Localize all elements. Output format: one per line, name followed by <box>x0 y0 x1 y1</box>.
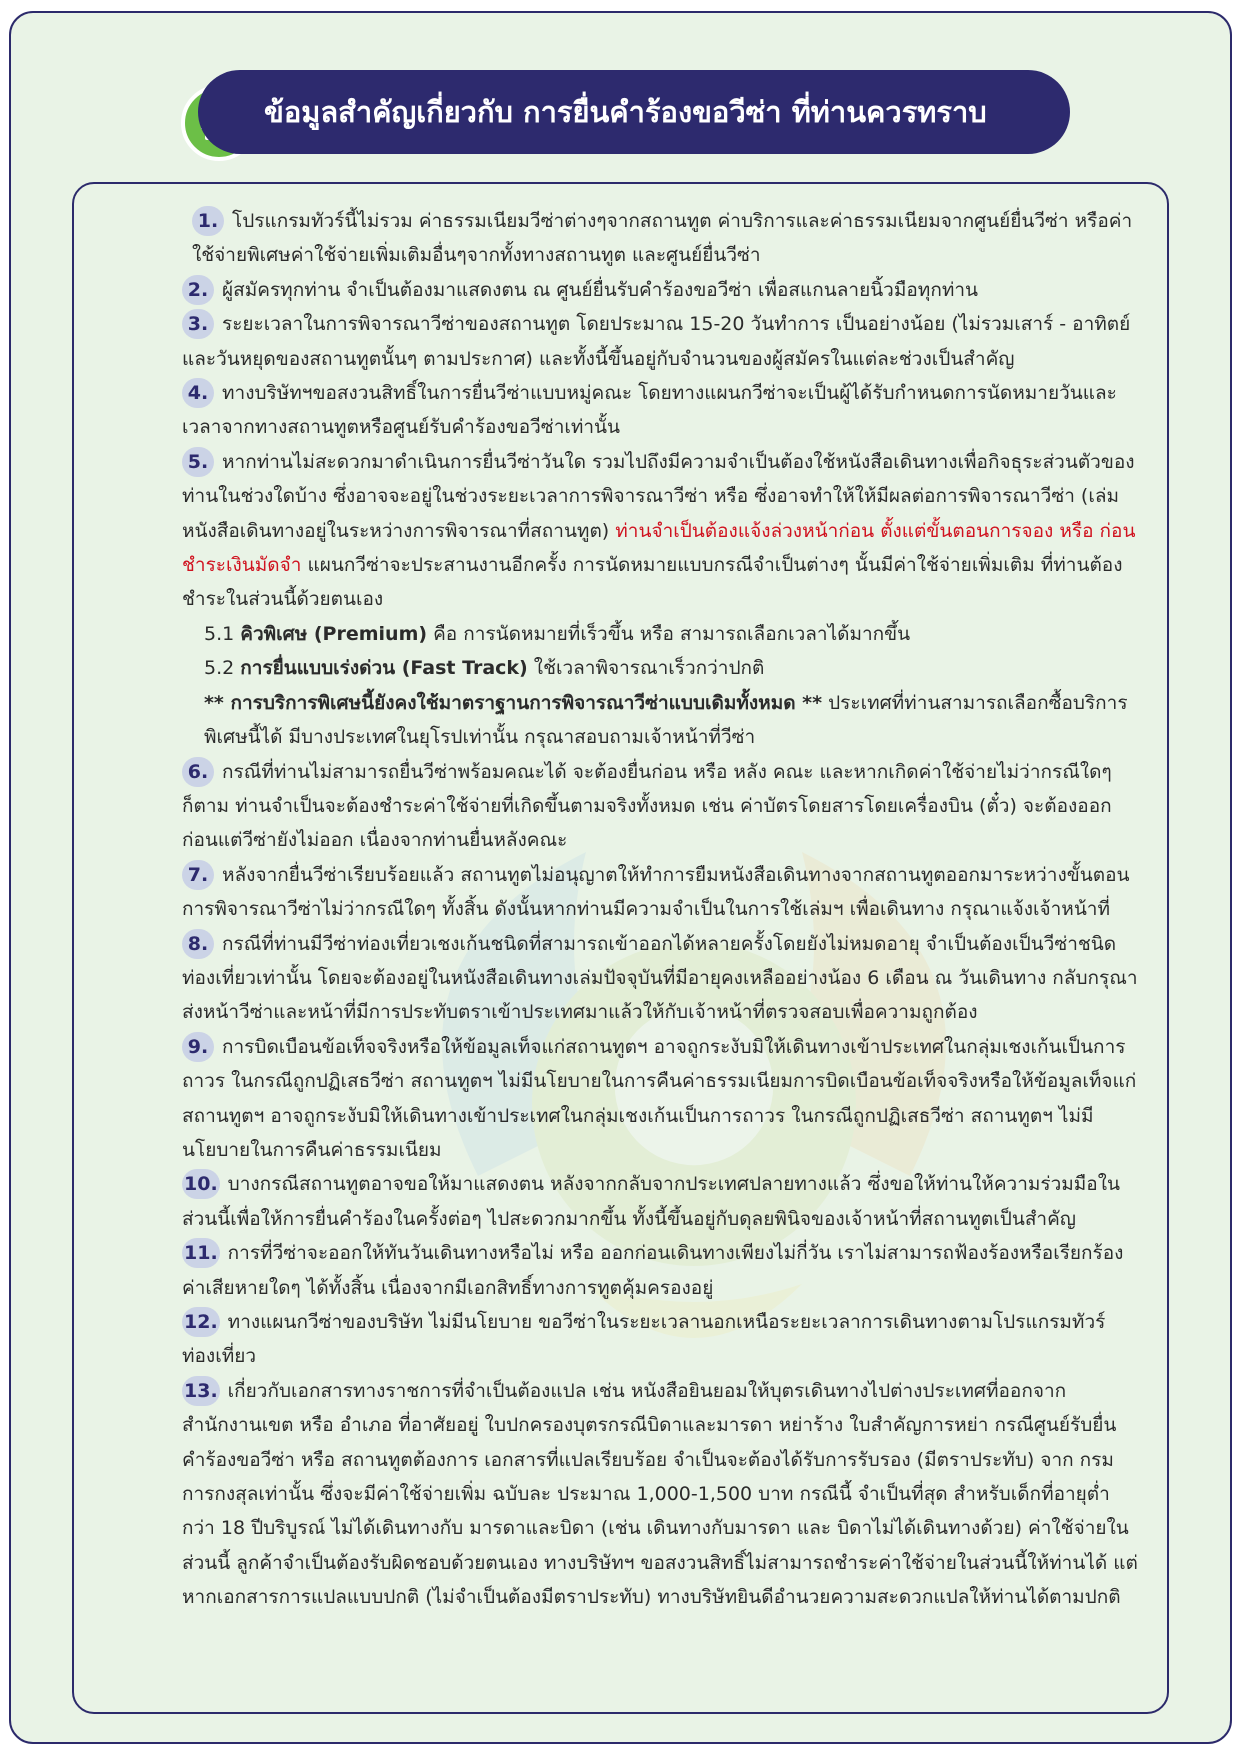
item-text: เกี่ยวกับเอกสารทางราชการที่จำเป็นต้องแปล เช่น หนังสือยินยอมให้บุตรเดินทางไปต่างประเทศที่ออกจากสำนักงานเขต หรือ อำเภอ ที่อาศัยอยู่ ใบปกครองบุตรกรณีบิดาและมารดา หย่าร้าง ใบสำคัญการหย่า กรณีศูนย์รับยื่นคำร้องขอวีซ่า หรือ สถานทูตต้องการ เอกสารที่แปลเรียบร้อย จำเป็นจะต้องได้รับการรับรอง (มีตราประทับ) จาก กรมการกงสุลเท่านั้น ซึ่งจะมีค่าใช้จ่ายเพิ่ม ฉบับละ ประมาณ 1,000-1,500 บาท กรณีนี้ จำเป็นที่สุด สำหรับเด็กที่อายุต่ำกว่า 18 ปีบริบูรณ์ ไม่ได้เดินทางกับ มารดาและบิดา (เช่น เดินทางกับมารดา และ บิดาไม่ได้เดินทางด้วย) ค่าใช้จ่ายในส่วนนี้ ลูกค้าจำเป็นต้องรับผิดชอบด้วยตนเอง ทางบริษัทฯ ขอสงวนสิทธิ์ไม่สามารถชำระค่าใช้จ่ายในส่วนนี้ให้ท่านได้ แต่หากเอกสารการแปลแบบปกติ (ไม่จำเป็นต้องมีตราประทับ) ทางบริษัทยินดีอำนวยความสะดวกแปลให้ท่านได้ตามปกติ <box>182 1379 1138 1609</box>
special-service-note <box>114 686 1139 755</box>
item-number: 9. <box>182 1032 214 1062</box>
list-item <box>114 273 1139 307</box>
note-text: ประเทศที่ท่านสามารถเลือกซื้อบริการพิเศษนี้ได้ มีบางประเทศในยุโรปเท่านั้น กรุณาสอบถามเจ้าหน้าที่วีซ่า <box>204 691 1128 749</box>
item-number: 3. <box>182 309 214 339</box>
list-item <box>114 755 1139 858</box>
sub-item-text: คือ การนัดหมายที่เร็วขึ้น หรือ สามารถเลือกเวลาได้มากขึ้น <box>427 622 911 645</box>
list-item <box>114 204 1139 273</box>
sub-item-title: คิวพิเศษ (Premium) <box>240 622 428 645</box>
list-item <box>114 1167 1139 1236</box>
item-text: ทางแผนกวีซ่าของบริษัท ไม่มีนโยบาย ขอวีซ่าในระยะเวลานอกเหนือระยะเวลาการเดินทางตามโปรแกรมทัวร์ ท่องเที่ยว <box>182 1311 1106 1368</box>
sub-item-number: 5.1 <box>204 622 235 645</box>
list-item <box>114 376 1139 445</box>
sub-item-title: การยื่นแบบเร่งด่วน (Fast Track) <box>240 657 528 680</box>
item-text: กรณีที่ท่านมีวีซ่าท่องเที่ยวเชงเก้นชนิดที่สามารถเข้าออกได้หลายครั้งโดยยังไม่หมดอายุ จำเป็นต้องเป็นวีซ่าชนิดท่องเที่ยวเท่านั้น โดยจะต้องอยู่ในหนังสือเดินทางเล่มปัจจุบันที่มีอายุคงเหลืออย่างน้อง 6 เดือน ณ วันเดินทาง กลับกรุณาส่งหน้าวีซ่าและหน้าที่มีการประทับตราเข้าประเทศมาแล้วให้กับเจ้าหน้าที่ตรวจสอบเพื่อความถูกต้อง <box>182 932 1138 1024</box>
sub-item <box>114 617 1139 651</box>
item-text: การที่วีซ่าจะออกให้ทันวันเดินทางหรือไม่ หรือ ออกก่อนเดินทางเพียงไม่กี่วัน เราไม่สามารถฟ้องร้องหรือเรียกร้องค่าเสียหายใดๆ ได้ทั้งสิ้น เนื่องจากมีเอกสิทธิ์ทางการทูตคุ้มครองอยู่ <box>182 1242 1124 1299</box>
item-number: 10. <box>182 1169 220 1199</box>
item-number: 6. <box>182 757 214 787</box>
item-text: ผู้สมัครทุกท่าน จำเป็นต้องมาแสดงตน ณ ศูนย์ยื่นรับคำร้องขอวีซ่า เพื่อสแกนลายนิ้วมือทุกท่าน <box>222 278 979 301</box>
item-text: บางกรณีสถานทูตอาจขอให้มาแสดงตน หลังจากกลับจากประเทศปลายทางแล้ว ซึ่งขอให้ท่านให้ความร่วมมือในส่วนนี้เพื่อให้การยื่นคำร้องในครั้งต่อๆ ไปสะดวกมากขึ้น ทั้งนี้ขึ้นอยู่กับดุลยพินิจของเจ้าหน้าที่สถานทูตเป็นสำคัญ <box>182 1173 1120 1230</box>
notice-text <box>114 204 1139 1615</box>
warning-text: ท่านจำเป็นต้องแจ้งล่วงหน้าก่อน ตั้งแต่ขั้นตอนการจอง หรือ ก่อนชำระเงินมัดจำ <box>182 519 1136 577</box>
item-number: 13. <box>182 1376 220 1406</box>
item-number: 1. <box>192 206 224 236</box>
list-item <box>114 1374 1139 1615</box>
item-number: 2. <box>182 275 214 305</box>
note-title: ** การบริการพิเศษนี้ยังคงใช้มาตราฐานการพิจารณาวีซ่าแบบเดิมทั้งหมด ** <box>204 691 823 714</box>
item-number: 4. <box>182 378 214 408</box>
list-item <box>114 307 1139 376</box>
item-text: โปรแกรมทัวร์นี้ไม่รวม ค่าธรรมเนียมวีซ่าต่างๆจากสถานทูต ค่าบริการและค่าธรรมเนียมจากศูนย์ยื่นวีซ่า หรือค่าใช้จ่ายพิเศษค่าใช้จ่ายเพิ่มเติมอื่นๆจากทั้งทางสถานทูต และศูนย์ยื่นวีซ่า <box>192 210 1133 267</box>
list-item <box>114 927 1139 1030</box>
item-number: 5. <box>182 447 214 477</box>
list-item <box>114 1030 1139 1168</box>
notice-panel <box>72 182 1169 1714</box>
page-title: ข้อมูลสำคัญเกี่ยวกับ การยื่นคำร้องขอวีซ่า ที่ท่านควรทราบ <box>198 70 1070 154</box>
item-text: การบิดเบือนข้อเท็จจริงหรือให้ข้อมูลเท็จแก่สถานทูตฯ อาจถูกระงับมิให้เดินทางเข้าประเทศในกลุ่มเชงเก้นเป็นการถาวร ในกรณีถูกปฏิเสธวีซ่า สถานทูตฯ ไม่มีนโยบายในการคืนค่าธรรมเนียมการบิดเบือนข้อเท็จจริงหรือให้ข้อมูลเท็จแก่สถานทูตฯ อาจถูกระงับมิให้เดินทางเข้าประเทศในกลุ่มเชงเก้นเป็นการถาวร ในกรณีถูกปฏิเสธวีซ่า สถานทูตฯ ไม่มีนโยบายในการคืนค่าธรรมเนียม <box>182 1035 1137 1161</box>
sub-item-text: ใช้เวลาพิจารณาเร็วกว่าปกติ <box>527 657 765 680</box>
list-item <box>114 858 1139 927</box>
sub-item <box>114 651 1139 685</box>
item-text: แผนกวีซ่าจะประสานงานอีกครั้ง การนัดหมายแบบกรณีจำเป็นต่างๆ นั้นมีค่าใช้จ่ายเพิ่มเติม ที่ท่านต้องชำระในส่วนนี้ด้วยตนเอง <box>182 554 1123 611</box>
list-item <box>114 445 1139 617</box>
item-number: 7. <box>182 860 214 890</box>
sub-item-number: 5.2 <box>204 657 235 680</box>
item-text: กรณีที่ท่านไม่สามารถยื่นวีซ่าพร้อมคณะได้ จะต้องยื่นก่อน หรือ หลัง คณะ และหากเกิดค่าใช้จ่ายไม่ว่ากรณีใดๆ ก็ตาม ท่านจำเป็นจะต้องชำระค่าใช้จ่ายที่เกิดขึ้นตามจริงทั้งหมด เช่น ค่าบัตรโดยสารโดยเครื่องบิน (ตั๋ว) จะต้องออกก่อนแต่วีซ่ายังไม่ออก เนื่องจากท่านยื่นหลังคณะ <box>182 760 1112 852</box>
item-text: หลังจากยื่นวีซ่าเรียบร้อยแล้ว สถานทูตไม่อนุญาตให้ทำการยืมหนังสือเดินทางจากสถานทูตออกมาระหว่างขั้นตอนการพิจารณาวีซ่าไม่ว่ากรณีใดๆ ทั้งสิ้น ดังนั้นหากท่านมีความจำเป็นในการใช้เล่มฯ เพื่อเดินทาง กรุณาแจ้งเจ้าหน้าที่ <box>182 863 1130 921</box>
item-number: 12. <box>182 1307 220 1337</box>
list-item <box>114 1236 1139 1305</box>
item-text: ระยะเวลาในการพิจารณาวีซ่าของสถานทูต โดยประมาณ 15-20 วันทำการ เป็นอย่างน้อย (ไม่รวมเสาร์ - อาทิตย์ และวันหยุดของสถานทูตนั้นๆ ตามประกาศ) และทั้งนี้ขึ้นอยู่กับจำนวนของผู้สมัครในแต่ละช่วงเป็นสำคัญ <box>182 313 1131 370</box>
item-number: 8. <box>182 929 214 959</box>
list-item <box>114 1305 1139 1374</box>
item-number: 11. <box>182 1238 220 1268</box>
item-text: หากท่านไม่สะดวกมาดำเนินการยื่นวีซ่าวันใด รวมไปถึงมีความจำเป็นต้องใช้หนังสือเดินทางเพื่อกิจธุระส่วนตัวของท่านในช่วงใดบ้าง ซึ่งอาจจะอยู่ในช่วงระยะเวลาการพิจารณาวีซ่า หรือ ซึ่งอาจทำให้ให้มีผลต่อการพิจารณาวีซ่า (เล่มหนังสือเดินทางอยู่ในระหว่างการพิจารณาที่สถานทูต) <box>182 450 1135 542</box>
item-text: ทางบริษัทฯขอสงวนสิทธิ์ในการยื่นวีซ่าแบบหมู่คณะ โดยทางแผนกวีซ่าจะเป็นผู้ได้รับกำหนดการนัดหมายวันและเวลาจากทางสถานทูตหรือศูนย์รับคำร้องขอวีซ่าเท่านั้น <box>182 382 1117 439</box>
